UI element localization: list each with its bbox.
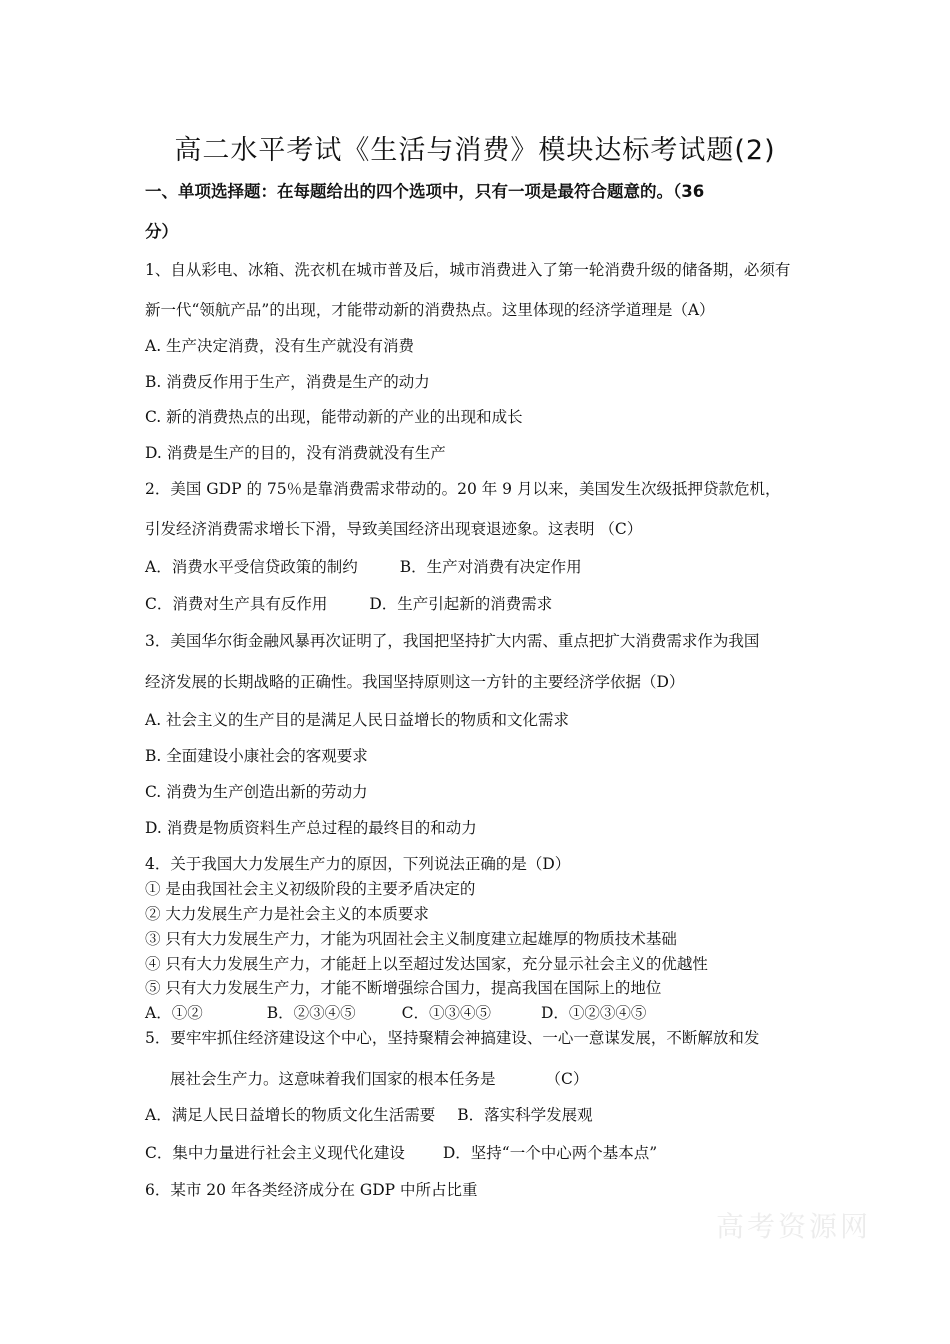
question-4-option-a: A．①② <box>145 1004 203 1022</box>
question-2-option-b: B．生产对消费有决定作用 <box>399 558 582 576</box>
question-2-option-a: A．消费水平受信贷政策的制约 <box>145 558 358 576</box>
question-5-option-a: A．满足人民日益增长的物质文化生活需要 <box>145 1106 436 1124</box>
question-5-options-row-2 <box>145 1141 657 1163</box>
question-4-options <box>145 1001 646 1023</box>
question-2-stem-continued: 引发经济消费需求增长下滑，导致美国经济出现衰退迹象。这表明 （C） <box>145 520 643 538</box>
question-3-option-c: C. 消费为生产创造出新的劳动力 <box>145 783 368 801</box>
question-4-option-c: C．①③④⑤ <box>401 1004 491 1022</box>
watermark: 高考资源网 <box>716 1210 872 1243</box>
page-title: 高二水平考试《生活与消费》模块达标考试题(2) <box>174 135 776 166</box>
question-4-statement-3: ③ 只有大力发展生产力，才能为巩固社会主义制度建立起雄厚的物质技术基础 <box>145 930 677 948</box>
question-1-option-b: B. 消费反作用于生产，消费是生产的动力 <box>145 373 430 391</box>
question-4-statement-5: ⑤ 只有大力发展生产力，才能不断增强综合国力，提高我国在国际上的地位 <box>145 979 662 997</box>
question-3-option-a: A. 社会主义的生产目的是满足人民日益增长的物质和文化需求 <box>145 711 570 729</box>
question-2-stem: 2．美国 GDP 的 75％是靠消费需求带动的。20 年 9 月以来，美国发生次级抵押贷款危机， <box>145 480 781 498</box>
question-5-options-row-1 <box>145 1103 593 1125</box>
question-1-stem-continued: 新一代“领航产品”的出现，才能带动新的消费热点。这里体现的经济学道理是（A） <box>145 301 715 319</box>
question-3-stem: 3．美国华尔街金融风暴再次证明了，我国把坚持扩大内需、重点把扩大消费需求作为我国 <box>145 632 760 650</box>
question-5-stem-continued <box>170 1067 588 1089</box>
question-4-option-b: B．②③④⑤ <box>266 1004 356 1022</box>
question-3-option-b: B. 全面建设小康社会的客观要求 <box>145 747 368 765</box>
question-1-stem: 1、自从彩电、冰箱、洗衣机在城市普及后，城市消费进入了第一轮消费升级的储备期，必须有 <box>145 261 791 279</box>
section-heading-continued: 分） <box>145 222 178 241</box>
question-2-option-c: C．消费对生产具有反作用 <box>145 595 328 613</box>
question-4-statement-4: ④ 只有大力发展生产力，才能赶上以至超过发达国家，充分显示社会主义的优越性 <box>145 955 708 973</box>
question-1-option-c: C. 新的消费热点的出现，能带动新的产业的出现和成长 <box>145 408 523 426</box>
question-5-answer: （C） <box>545 1070 589 1088</box>
question-3-option-d: D. 消费是物质资料生产总过程的最终目的和动力 <box>145 819 477 837</box>
question-1-option-a: A. 生产决定消费，没有生产就没有消费 <box>145 337 415 355</box>
question-1-option-d: D. 消费是生产的目的，没有消费就没有生产 <box>145 444 446 462</box>
question-2-options-row-2 <box>145 592 552 614</box>
question-4-option-d: D．①②③④⑤ <box>540 1004 647 1022</box>
question-3-stem-continued: 经济发展的长期战略的正确性。我国坚持原则这一方针的主要经济学依据（D） <box>145 673 685 691</box>
question-6-stem: 6．某市 20 年各类经济成分在 GDP 中所占比重 <box>145 1181 478 1199</box>
question-2-options-row-1 <box>145 555 582 577</box>
question-4-stem: 4．关于我国大力发展生产力的原因，下列说法正确的是（D） <box>145 855 571 873</box>
question-4-statement-2: ② 大力发展生产力是社会主义的本质要求 <box>145 905 429 923</box>
question-4-statement-1: ① 是由我国社会主义初级阶段的主要矛盾决定的 <box>145 880 476 898</box>
question-5-stem-text: 展社会生产力。这意味着我们国家的根本任务是 <box>170 1070 496 1088</box>
question-5-stem: 5．要牢牢抓住经济建设这个中心，坚持聚精会神搞建设、一心一意谋发展，不断解放和发 <box>145 1029 760 1047</box>
question-5-option-c: C．集中力量进行社会主义现代化建设 <box>145 1144 405 1162</box>
question-2-option-d: D．生产引起新的消费需求 <box>369 595 553 613</box>
section-heading: 一、单项选择题：在每题给出的四个选项中，只有一项是最符合题意的。（36 <box>145 182 705 201</box>
question-5-option-d: D．坚持“一个中心两个基本点” <box>442 1144 658 1162</box>
question-5-option-b: B．落实科学发展观 <box>457 1106 593 1124</box>
